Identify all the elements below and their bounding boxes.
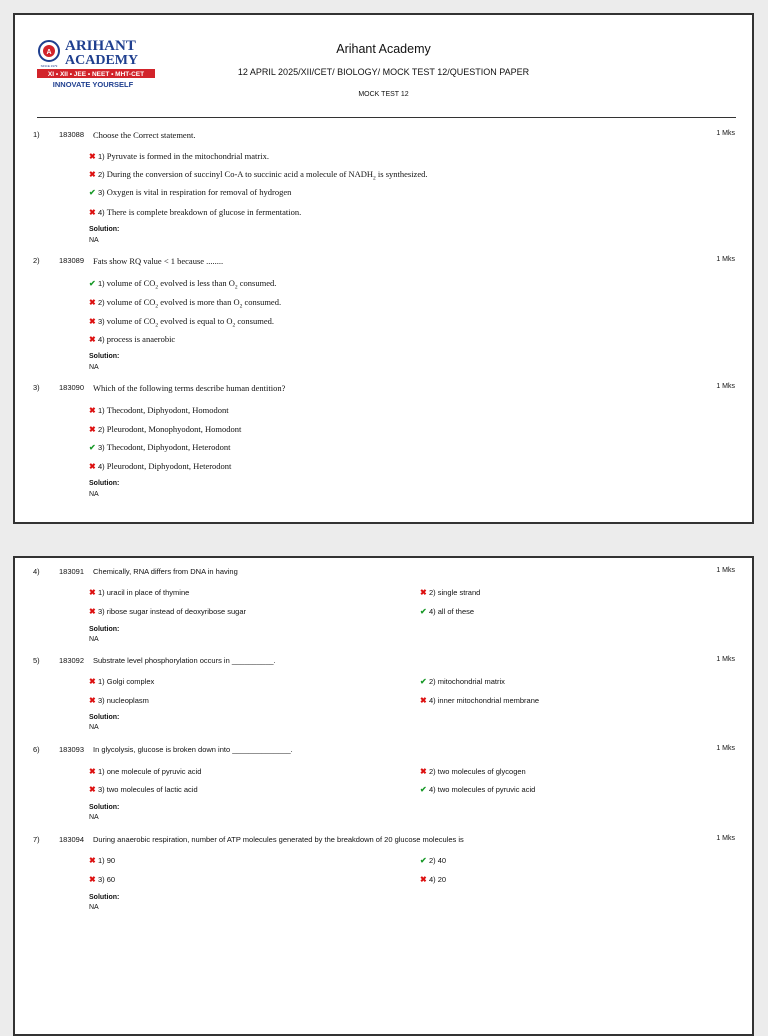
page-title: Arihant Academy [336,42,431,56]
question-marks: 1 Mks [716,256,735,263]
option-text: 60 [106,875,116,884]
paper-subtitle: 12 APRIL 2025/XII/CET/ BIOLOGY/ MOCK TEST 12/QUESTION PAPER [237,67,530,77]
cross-icon: ✖ [420,588,427,597]
check-icon: ✔ [420,607,427,616]
option-text: 40 [437,856,447,865]
question-4 [33,567,735,643]
option-text: Thecodont, Diphyodont, Heterodont [106,442,231,452]
option-4 [420,785,535,794]
question-id: 183093 [59,745,85,754]
option-1 [89,856,115,865]
option-text: inner mitochondrial membrane [437,696,540,705]
cross-icon: ✖ [420,696,427,705]
option-1 [89,677,154,686]
option-number: 3) [98,188,105,197]
option-3 [89,696,149,705]
page-2 [13,556,754,1036]
cross-icon: ✖ [89,785,96,794]
option-3 [89,316,274,329]
check-icon: ✔ [420,785,427,794]
solution-text: NA [89,814,99,821]
question-number: 4) [33,567,40,576]
logo-since: SINCE 1979 [40,64,58,68]
cross-icon: ✖ [89,856,96,865]
option-number: 3) [98,875,105,884]
solution-text: NA [89,636,99,643]
question-number: 2) [33,256,40,265]
cross-icon: ✖ [89,588,96,597]
option-2 [89,297,281,310]
question-marks: 1 Mks [716,745,735,752]
option-text: process is anaerobic [106,334,176,344]
option-text: mitochondrial matrix [437,677,505,686]
option-text: single strand [437,588,481,597]
cross-icon: ✖ [89,298,96,307]
question-number: 7) [33,835,40,844]
option-1 [89,151,269,161]
question-3 [33,383,735,498]
option-3 [89,442,230,452]
option-number: 2) [429,767,436,776]
solution-label: Solution: [89,480,120,487]
option-text: There is complete breakdown of glucose in fermentation. [106,207,302,217]
option-number: 1) [98,152,105,161]
check-icon: ✔ [89,443,96,452]
option-text: ribose sugar instead of deoxyribose sugar [106,607,247,616]
svg-text:A: A [46,49,52,56]
question-2 [33,256,735,371]
option-text: Pyruvate is formed in the mitochondrial matrix. [106,151,269,161]
check-icon: ✔ [89,279,96,288]
option-4 [420,875,446,884]
option-text: 20 [437,875,447,884]
cross-icon: ✖ [89,170,96,179]
solution-label: Solution: [89,226,120,233]
option-text: nucleoplasm [106,696,149,705]
solution-label: Solution: [89,804,120,811]
question-1 [33,130,735,244]
option-text: Pleurodont, Diphyodont, Heterodont [106,461,232,471]
option-number: 2) [98,425,105,434]
option-number: 1) [98,588,105,597]
check-icon: ✔ [89,188,96,197]
question-id: 183089 [59,256,85,265]
option-3 [89,607,246,616]
option-number: 2) [429,856,436,865]
option-4 [420,696,539,705]
option-1 [89,405,229,415]
option-number: 1) [98,677,105,686]
option-3 [89,875,115,884]
option-text: two molecules of glycogen [437,767,526,776]
option-number: 4) [98,462,105,471]
option-number: 4) [98,335,105,344]
option-2 [420,677,505,686]
option-number: 1) [98,279,105,288]
question-marks: 1 Mks [716,835,735,842]
cross-icon: ✖ [89,406,96,415]
question-id: 183092 [59,656,85,665]
question-text: Which of the following terms describe human dentition? [93,383,286,393]
solution-text: NA [89,364,99,371]
cross-icon: ✖ [89,335,96,344]
solution-text: NA [89,491,99,498]
option-4 [89,207,301,217]
option-4 [89,334,175,344]
question-7 [33,835,735,911]
option-text: Oxygen is vital in respiration for removal of hydrogen [106,187,292,197]
svg-text:XI • XII • JEE • NEET • MHT-CE: XI • XII • JEE • NEET • MHT-CET [47,71,145,78]
option-text: Thecodont, Diphyodont, Homodont [106,405,229,415]
option-number: 4) [429,607,436,616]
cross-icon: ✖ [89,875,96,884]
option-text: 90 [106,856,116,865]
question-5 [33,656,735,731]
cross-icon: ✖ [89,152,96,161]
option-text: volume of $CO_2$ evolved is less than $O_2$ consumed. [106,278,277,291]
option-number: 3) [98,785,105,794]
question-text: Substrate level phosphorylation occurs in __________. [93,656,276,665]
question-text: During anaerobic respiration, number of ATP molecules generated by the breakdown of 20 glucose molecules is [93,835,464,844]
svg-text:INNOVATE YOURSELF: INNOVATE YOURSELF [52,80,134,89]
question-marks: 1 Mks [716,383,735,390]
question-number: 5) [33,656,40,665]
option-3 [89,187,291,197]
option-text: two molecules of pyruvic acid [437,785,536,794]
option-1 [89,278,276,291]
option-1 [89,588,189,597]
question-text: In glycolysis, glucose is broken down into ______________. [93,745,293,754]
cross-icon: ✖ [89,677,96,686]
option-number: 1) [98,856,105,865]
question-id: 183094 [59,835,85,844]
option-number: 3) [98,696,105,705]
option-1 [89,767,201,776]
svg-text:ARIHANT: ARIHANT [65,38,136,54]
cross-icon: ✖ [89,425,96,434]
question-marks: 1 Mks [716,656,735,663]
question-text: Fats show RQ value < 1 because ........ [93,256,224,266]
option-number: 2) [98,298,105,307]
option-text: Pleurodont, Monophyodont, Homodont [106,424,242,434]
test-label: MOCK TEST 12 [358,91,409,98]
question-number: 1) [33,130,40,139]
solution-label: Solution: [89,353,120,360]
question-text: Chemically, RNA differs from DNA in having [93,567,238,576]
option-number: 2) [429,588,436,597]
option-number: 4) [429,875,436,884]
cross-icon: ✖ [89,767,96,776]
cross-icon: ✖ [89,696,96,705]
cross-icon: ✖ [89,607,96,616]
option-text: two molecules of lactic acid [106,785,198,794]
option-text: During the conversion of succinyl Co-A to succinic acid a molecule of $NADH_2$ is synthesized. [106,169,428,182]
option-number: 1) [98,406,105,415]
cross-icon: ✖ [89,208,96,217]
check-icon: ✔ [420,856,427,865]
solution-text: NA [89,904,99,911]
option-text: Golgi complex [106,677,155,686]
option-4 [420,607,474,616]
page-header [15,15,752,119]
question-marks: 1 Mks [716,130,735,137]
option-2 [89,424,241,434]
option-number: 4) [429,785,436,794]
cross-icon: ✖ [420,875,427,884]
question-marks: 1 Mks [716,567,735,574]
question-text: Choose the Correct statement. [93,130,196,140]
cross-icon: ✖ [89,317,96,326]
solution-text: NA [89,237,99,244]
svg-text:ACADEMY: ACADEMY [65,53,139,68]
option-text: volume of $CO_2$ evolved is more than $O_2$ consumed. [106,297,282,310]
check-icon: ✔ [420,677,427,686]
solution-label: Solution: [89,714,120,721]
page-1 [13,13,754,524]
question-id: 183088 [59,130,85,139]
solution-label: Solution: [89,894,120,901]
option-number: 2) [429,677,436,686]
option-2 [89,169,427,182]
question-id: 183090 [59,383,85,392]
option-number: 4) [98,208,105,217]
question-6 [33,745,735,821]
cross-icon: ✖ [89,462,96,471]
option-number: 2) [98,170,105,179]
option-text: one molecule of pyruvic acid [106,767,202,776]
option-2 [420,588,480,597]
option-2 [420,767,526,776]
solution-label: Solution: [89,626,120,633]
solution-text: NA [89,724,99,731]
option-number: 3) [98,317,105,326]
option-number: 4) [429,696,436,705]
option-2 [420,856,446,865]
option-3 [89,785,198,794]
option-number: 3) [98,607,105,616]
option-number: 1) [98,767,105,776]
question-id: 183091 [59,567,85,576]
option-4 [89,461,231,471]
option-text: all of these [437,607,475,616]
option-number: 3) [98,443,105,452]
option-text: volume of $CO_2$ evolved is equal to $O_2$ consumed. [106,316,274,329]
question-number: 6) [33,745,40,754]
question-number: 3) [33,383,40,392]
header-divider [37,117,736,118]
option-text: uracil in place of thymine [106,588,190,597]
cross-icon: ✖ [420,767,427,776]
